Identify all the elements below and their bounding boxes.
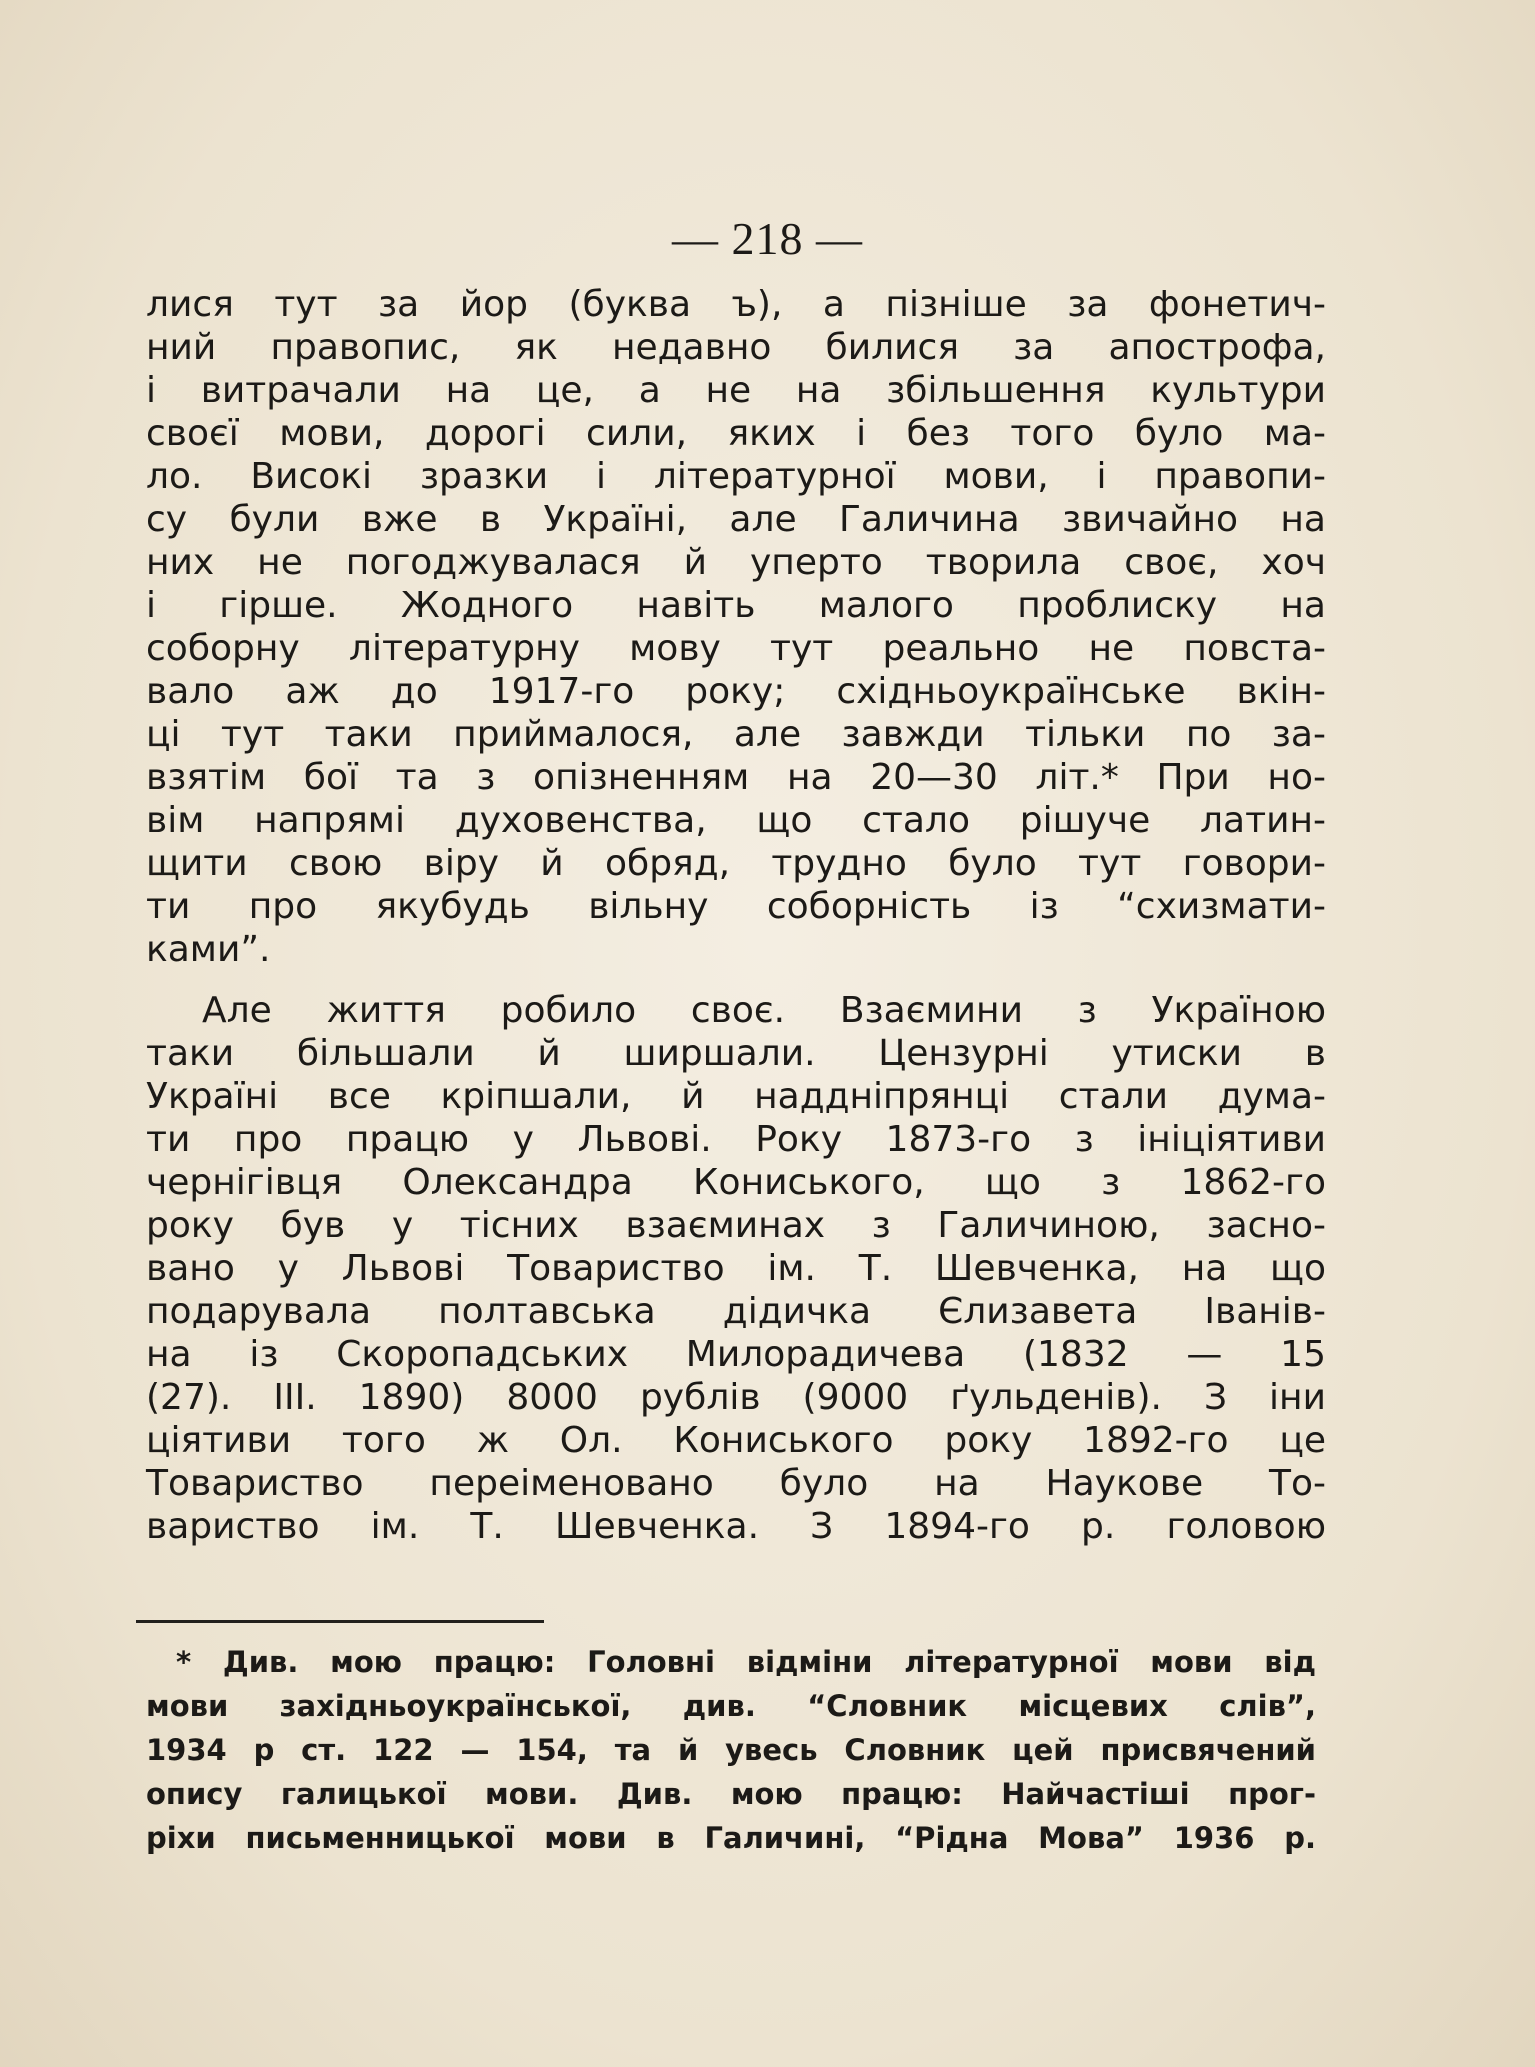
text-line: таки більшали й ширшали. Цензурні утиски в	[146, 1033, 1326, 1074]
text-line: ці тут таки приймалося, але завжди тільки по за-	[146, 714, 1326, 755]
text-line: ти про працю у Львові. Року 1873-го з ініціятиви	[146, 1119, 1326, 1160]
footnote-line: 1934 р ст. 122 — 154, та й увесь Словник цей присвячений	[146, 1733, 1316, 1767]
text-line: вало аж до 1917-го року; східньоукраїнське вкін-	[146, 671, 1326, 712]
text-line: них не погоджувалася й уперто творила своє, хоч	[146, 542, 1326, 583]
paragraph-gap	[146, 971, 1326, 989]
text-line: щити свою віру й обряд, трудно було тут говори-	[146, 843, 1326, 884]
text-line: ціятиви того ж Ол. Кониського року 1892-го це	[146, 1420, 1326, 1461]
text-line: Але життя робило своє. Взаємини з Україною	[202, 990, 1326, 1031]
text-line: взятім бої та з опізненням на 20—30 літ.* При но-	[146, 757, 1326, 798]
footnote-divider	[136, 1620, 544, 1623]
page-number: — 218 —	[672, 213, 863, 264]
footnote-line: * Див. мою працю: Головні відміни літературної мови від	[176, 1645, 1316, 1679]
text-line: (27). III. 1890) 8000 рублів (9000 ґульденів). З іни	[146, 1377, 1326, 1418]
paragraph-1	[146, 283, 1326, 971]
text-line: і гірше. Жодного навіть малого проблиску на	[146, 585, 1326, 626]
text-line: ками”.	[146, 929, 271, 970]
text-line: чернігівця Олександра Кониського, що з 1862-го	[146, 1162, 1326, 1203]
text-line: вано у Львові Товариство ім. Т. Шевченка, на що	[146, 1248, 1326, 1289]
text-line: вариство ім. Т. Шевченка. З 1894-го р. головою	[146, 1506, 1326, 1547]
text-line: вім напрямі духовенства, що стало рішуче латин-	[146, 800, 1326, 841]
footnote	[146, 1640, 1316, 1860]
text-line: року був у тісних взаєминах з Галичиною, засно-	[146, 1205, 1326, 1246]
footnote-line: опису галицької мови. Див. мою працю: Найчастіші прог-	[146, 1777, 1316, 1811]
body-text	[146, 283, 1326, 1548]
text-line: подарувала полтавська дідичка Єлизавета Іванів-	[146, 1291, 1326, 1332]
text-line: ти про якубудь вільну соборність із “схизмати-	[146, 886, 1326, 927]
text-line: соборну літературну мову тут реально не повста-	[146, 628, 1326, 669]
text-line: своєї мови, дорогі сили, яких і без того було ма-	[146, 413, 1326, 454]
footnote-line: мови західньоукраїнської, див. “Словник місцевих слів”,	[146, 1689, 1316, 1723]
text-line: Товариство переіменовано було на Наукове То-	[146, 1463, 1326, 1504]
text-line: на із Скоропадських Милорадичева (1832 — 15	[146, 1334, 1326, 1375]
footnote-line: ріхи письменницької мови в Галичині, “Рідна Мова” 1936 р.	[146, 1821, 1316, 1855]
text-line: Україні все кріпшали, й наддніпрянці стали дума-	[146, 1076, 1326, 1117]
text-line: ний правопис, як недавно билися за апострофа,	[146, 327, 1326, 368]
text-line: і витрачали на це, а не на збільшення культури	[146, 370, 1326, 411]
text-line: лися тут за йор (буква ъ), а пізніше за фонетич-	[146, 284, 1326, 325]
text-line: су були вже в Україні, але Галичина звичайно на	[146, 499, 1326, 540]
text-line: ло. Високі зразки і літературної мови, і правопи-	[146, 456, 1326, 497]
paragraph-2	[146, 989, 1326, 1548]
